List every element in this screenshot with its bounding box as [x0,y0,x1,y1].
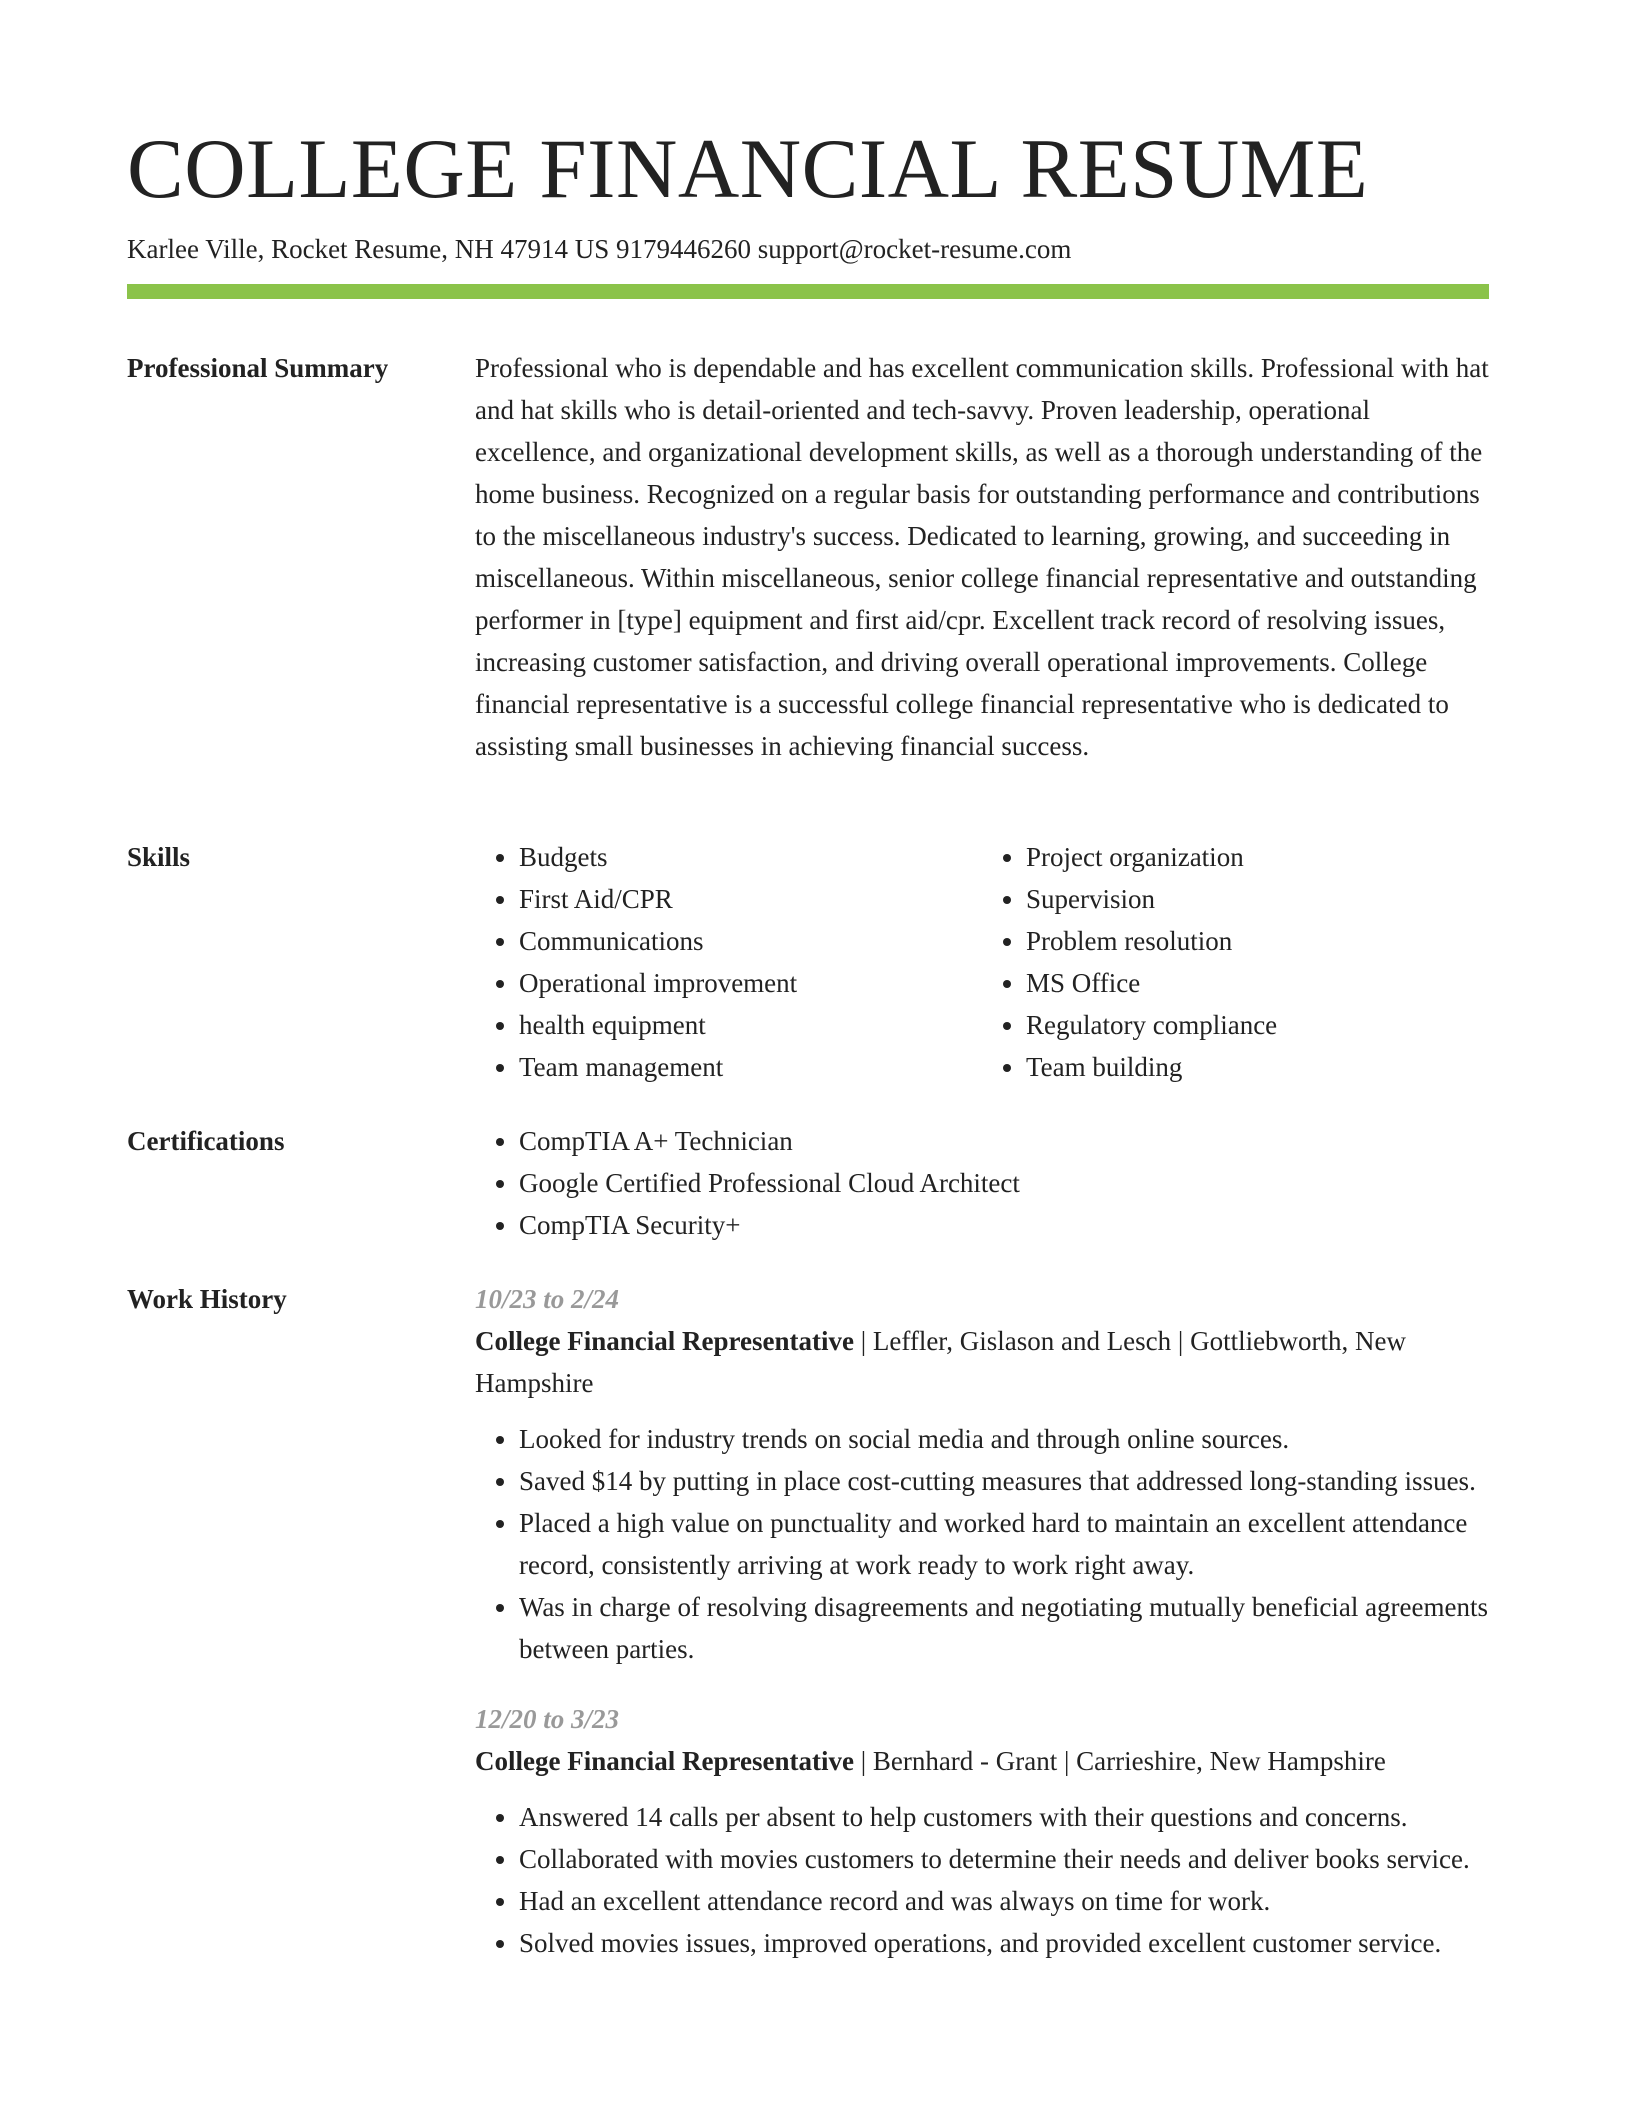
job-bullet: • Collaborated with movies customers to determine their needs and deliver books service. [519,1838,1489,1880]
skill-item: • Budgets [519,836,982,878]
certification-item: • CompTIA Security+ [519,1204,1489,1246]
skill-item: • MS Office [1026,962,1489,1004]
certification-item: • CompTIA A+ Technician [519,1120,1489,1162]
contact-line: Karlee Ville, Rocket Resume, NH 47914 US 9179446260 support@rocket-resume.com [127,234,1072,264]
skill-item: • Operational improvement [519,962,982,1004]
job-employer-location: | Bernhard - Grant | Carrieshire, New Hampshire [853,1746,1386,1776]
section-label-certifications: Certifications [127,1126,285,1156]
job-entry [475,1278,1489,1670]
section-label-work-history: Work History [127,1284,287,1314]
job-bullets [475,1796,1489,1964]
job-date: 12/20 to 3/23 [475,1704,620,1734]
job-entry [475,1698,1489,1964]
skill-item: • Problem resolution [1026,920,1489,962]
header-divider [127,284,1489,299]
skill-item: • Team building [1026,1046,1489,1088]
job-bullet: • Solved movies issues, improved operations, and provided excellent customer service. [519,1922,1489,1964]
job-bullet: • Saved $14 by putting in place cost-cutting measures that addressed long-standing issues. [519,1460,1489,1502]
skill-item: • Supervision [1026,878,1489,920]
section-label-skills: Skills [127,842,191,872]
job-title: College Financial Representative [475,1746,854,1776]
job-employer-location: | Leffler, Gislason and Lesch | Gottliebworth, New Hampshire [475,1326,1407,1398]
skill-item: • First Aid/CPR [519,878,982,920]
resume-title: COLLEGE FINANCIAL RESUME [127,122,1369,216]
skill-item: • health equipment [519,1004,982,1046]
certification-item: • Google Certified Professional Cloud Architect [519,1162,1489,1204]
summary-body [475,347,1489,767]
job-date: 10/23 to 2/24 [475,1284,620,1314]
skills-body [475,836,1489,1088]
job-heading [475,1320,1489,1404]
skill-item: • Team management [519,1046,982,1088]
job-bullet: • Looked for industry trends on social media and through online sources. [519,1418,1489,1460]
certifications-body [475,1120,1489,1246]
job-bullet: • Placed a high value on punctuality and worked hard to maintain an excellent attendance record, consistently arriving at work ready to work right away. [519,1502,1489,1586]
job-bullet: • Had an excellent attendance record and was always on time for work. [519,1880,1489,1922]
skill-item: • Communications [519,920,982,962]
work-history-body [475,1278,1489,1964]
skills-list-right [982,836,1489,1088]
job-bullets [475,1418,1489,1670]
skills-list-left [475,836,982,1088]
job-heading [475,1740,1489,1782]
skill-item: • Regulatory compliance [1026,1004,1489,1046]
certifications-list [475,1120,1489,1246]
summary-text: Professional who is dependable and has excellent communication skills. Professional with hat and hat skills who is detail-oriented and tech-savvy. Proven leadership, operational excellence, and organizational development skills, as well as a thorough understanding of the home business. Recognized on a regular basis for outstanding performance and contributions to the miscellaneous industry's success. Dedicated to learning, growing, and succeeding in miscellaneous. Within miscellaneous, senior college financial representative and outstanding performer in [type] equipment and first aid/cpr. Excellent track record of resolving issues, increasing customer satisfaction, and driving overall operational improvements. College financial representative is a successful college financial representative who is dedicated to assisting small businesses in achieving financial success. [475,353,1489,761]
section-label-summary: Professional Summary [127,353,389,383]
job-bullet: • Answered 14 calls per absent to help customers with their questions and concerns. [519,1796,1489,1838]
job-bullet: • Was in charge of resolving disagreements and negotiating mutually beneficial agreements between parties. [519,1586,1489,1670]
skill-item: • Project organization [1026,836,1489,878]
job-title: College Financial Representative [475,1326,854,1356]
